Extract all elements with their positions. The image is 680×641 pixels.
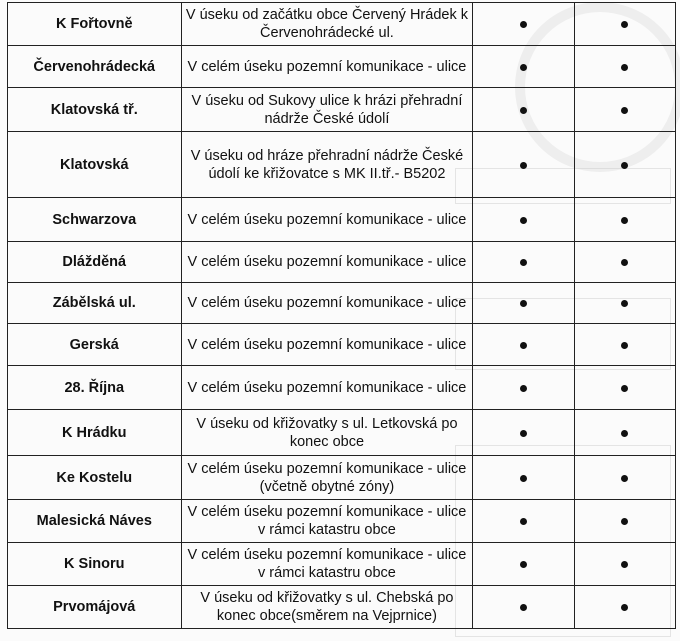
- mark-cell-column-1: [473, 88, 574, 132]
- section-description-cell: V celém úseku pozemní komunikace - ulice: [181, 283, 473, 324]
- dot-icon: [520, 21, 527, 28]
- mark-cell-column-1: [473, 410, 574, 456]
- dot-icon: [520, 259, 527, 266]
- dot-icon: [520, 342, 527, 349]
- section-description-cell: V celém úseku pozemní komunikace - ulice: [181, 366, 473, 410]
- mark-cell-column-2: [574, 543, 675, 586]
- street-name-cell: Zábělská ul.: [8, 283, 182, 324]
- dot-icon: [621, 162, 628, 169]
- mark-cell-column-2: [574, 88, 675, 132]
- mark-cell-column-2: [574, 410, 675, 456]
- section-description-cell: V celém úseku pozemní komunikace - ulice: [181, 324, 473, 366]
- section-description-cell: V úseku od křižovatky s ul. Letkovská po konec obce: [181, 410, 473, 456]
- dot-icon: [621, 385, 628, 392]
- mark-cell-column-1: [473, 366, 574, 410]
- dot-icon: [520, 561, 527, 568]
- mark-cell-column-2: [574, 366, 675, 410]
- street-name-cell: Gerská: [8, 324, 182, 366]
- street-name-cell: K Hrádku: [8, 410, 182, 456]
- dot-icon: [621, 217, 628, 224]
- mark-cell-column-2: [574, 283, 675, 324]
- dot-icon: [621, 107, 628, 114]
- mark-cell-column-2: [574, 132, 675, 198]
- dot-icon: [621, 430, 628, 437]
- mark-cell-column-1: [473, 586, 574, 629]
- dot-icon: [621, 561, 628, 568]
- table-row: [8, 242, 676, 283]
- mark-cell-column-1: [473, 46, 574, 88]
- mark-cell-column-1: [473, 242, 574, 283]
- street-name-cell: K Fořtovně: [8, 3, 182, 46]
- section-description-cell: V celém úseku pozemní komunikace - ulice: [181, 46, 473, 88]
- table-row: [8, 88, 676, 132]
- table-row: [8, 410, 676, 456]
- table-row: [8, 456, 676, 500]
- street-name-cell: Malesická Náves: [8, 500, 182, 543]
- street-name-cell: Červenohrádecká: [8, 46, 182, 88]
- street-name-cell: Ke Kostelu: [8, 456, 182, 500]
- street-name-cell: Dlážděná: [8, 242, 182, 283]
- dot-icon: [520, 300, 527, 307]
- dot-icon: [520, 217, 527, 224]
- dot-icon: [520, 430, 527, 437]
- table-row: [8, 324, 676, 366]
- mark-cell-column-2: [574, 324, 675, 366]
- table-row: [8, 198, 676, 242]
- street-name-cell: Prvomájová: [8, 586, 182, 629]
- table-row: [8, 586, 676, 629]
- mark-cell-column-2: [574, 500, 675, 543]
- mark-cell-column-2: [574, 586, 675, 629]
- dot-icon: [520, 475, 527, 482]
- section-description-cell: V celém úseku pozemní komunikace - ulice v rámci katastru obce: [181, 543, 473, 586]
- dot-icon: [520, 64, 527, 71]
- table-row: [8, 283, 676, 324]
- section-description-cell: V celém úseku pozemní komunikace - ulice: [181, 242, 473, 283]
- dot-icon: [520, 162, 527, 169]
- section-description-cell: V úseku od hráze přehradní nádrže České údolí ke křižovatce s MK II.tř.- B5202: [181, 132, 473, 198]
- section-description-cell: V celém úseku pozemní komunikace - ulice (včetně obytné zóny): [181, 456, 473, 500]
- section-description-cell: V úseku od začátku obce Červený Hrádek k Červenohrádecké ul.: [181, 3, 473, 46]
- street-name-cell: 28. Října: [8, 366, 182, 410]
- mark-cell-column-1: [473, 543, 574, 586]
- mark-cell-column-1: [473, 198, 574, 242]
- table-row: [8, 366, 676, 410]
- table-row: [8, 46, 676, 88]
- dot-icon: [520, 107, 527, 114]
- section-description-cell: V úseku od Sukovy ulice k hrázi přehradní nádrže České údolí: [181, 88, 473, 132]
- street-name-cell: Klatovská: [8, 132, 182, 198]
- mark-cell-column-2: [574, 46, 675, 88]
- section-description-cell: V úseku od křižovatky s ul. Chebská po konec obce(směrem na Vejprnice): [181, 586, 473, 629]
- road-sections-table-body: [8, 3, 676, 629]
- mark-cell-column-1: [473, 132, 574, 198]
- table-row: [8, 500, 676, 543]
- mark-cell-column-1: [473, 456, 574, 500]
- street-name-cell: Klatovská tř.: [8, 88, 182, 132]
- mark-cell-column-1: [473, 3, 574, 46]
- mark-cell-column-2: [574, 3, 675, 46]
- mark-cell-column-1: [473, 500, 574, 543]
- mark-cell-column-1: [473, 324, 574, 366]
- mark-cell-column-2: [574, 242, 675, 283]
- table-row: [8, 132, 676, 198]
- mark-cell-column-2: [574, 456, 675, 500]
- dot-icon: [621, 21, 628, 28]
- dot-icon: [621, 475, 628, 482]
- dot-icon: [621, 518, 628, 525]
- section-description-cell: V celém úseku pozemní komunikace - ulice v rámci katastru obce: [181, 500, 473, 543]
- road-sections-table: [7, 2, 676, 629]
- section-description-cell: V celém úseku pozemní komunikace - ulice: [181, 198, 473, 242]
- dot-icon: [520, 604, 527, 611]
- table-row: [8, 543, 676, 586]
- dot-icon: [621, 300, 628, 307]
- dot-icon: [621, 259, 628, 266]
- dot-icon: [520, 518, 527, 525]
- mark-cell-column-2: [574, 198, 675, 242]
- mark-cell-column-1: [473, 283, 574, 324]
- table-row: [8, 3, 676, 46]
- dot-icon: [621, 604, 628, 611]
- street-name-cell: K Sinoru: [8, 543, 182, 586]
- dot-icon: [621, 342, 628, 349]
- dot-icon: [621, 64, 628, 71]
- street-name-cell: Schwarzova: [8, 198, 182, 242]
- dot-icon: [520, 385, 527, 392]
